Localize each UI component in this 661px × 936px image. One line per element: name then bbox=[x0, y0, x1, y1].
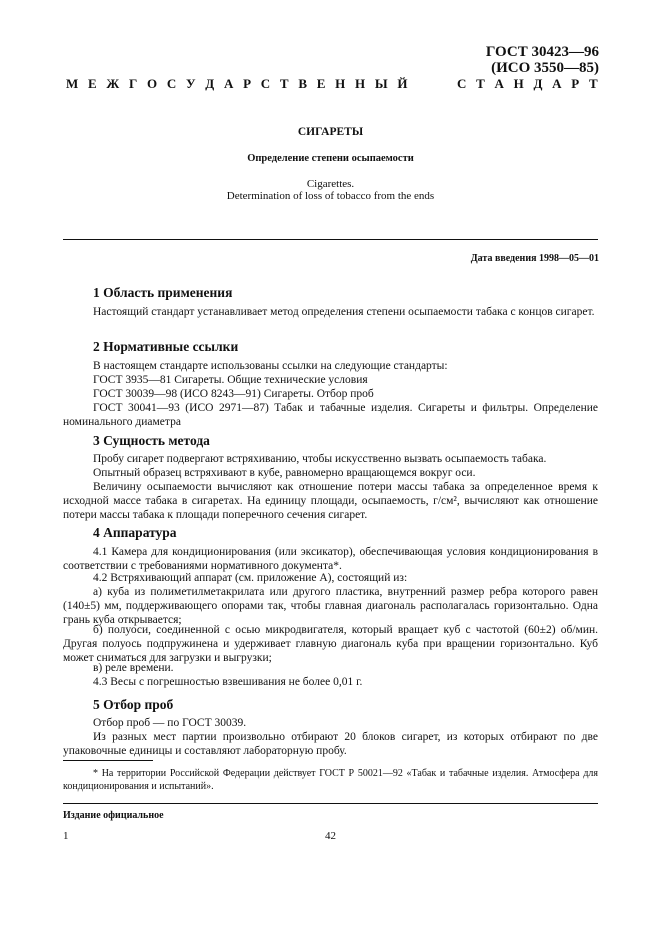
banner-letter: Т bbox=[588, 76, 598, 91]
section-3-text-2: Опытный образец встряхивают в кубе, равномерно вращающемся вокруг оси. bbox=[93, 467, 476, 479]
banner-letter: В bbox=[298, 76, 307, 91]
left-number: 1 bbox=[63, 830, 69, 842]
section-5-heading: 5 Отбор проб bbox=[93, 697, 174, 712]
banner-letter: Ы bbox=[374, 76, 388, 91]
footnote-divider bbox=[63, 760, 153, 761]
interstate-standard-banner bbox=[66, 76, 598, 92]
banner-letter: А bbox=[552, 76, 562, 91]
section-4-item-4-1: 4.1 Камера для кондиционирования (или эксикатор), обеспечивающая условия кондиционирования в соответствии с требованиями нормативного документа*. bbox=[63, 546, 598, 572]
document-title: СИГАРЕТЫ bbox=[297, 126, 364, 138]
section-5-text-1: Отбор проб — по ГОСТ 30039. bbox=[93, 717, 247, 729]
banner-letter: Й bbox=[397, 76, 408, 91]
section-1-heading: 1 Область применения bbox=[93, 285, 233, 300]
section-1-text: Настоящий стандарт устанавливает метод определения степени осыпаемости табака с концов сигарет. bbox=[93, 306, 595, 318]
footnote: * На территории Российской Федерации действует ГОСТ Р 50021—92 «Табак и табачные изделия. Атмосфера для кондиционирования и испытаний». bbox=[63, 768, 598, 792]
english-title-line1: Cigarettes. bbox=[306, 178, 355, 190]
banner-letter: Н bbox=[335, 76, 346, 91]
banner-letter: С bbox=[260, 76, 271, 91]
section-2-ref-2: ГОСТ 30039—98 (ИСО 8243—91) Сигареты. Отбор проб bbox=[93, 388, 374, 400]
banner-letter: Е bbox=[316, 76, 326, 91]
title-divider bbox=[63, 239, 598, 240]
section-2-intro: В настоящем стандарте использованы ссылки на следующие стандарты: bbox=[93, 360, 448, 372]
section-2-ref-3: ГОСТ 30041—93 (ИСО 2971—87) Табак и табачные изделия. Сигареты и фильтры. Определение номинального диаметра bbox=[63, 402, 598, 428]
section-4-item-b: б) полуоси, соединенной с осью микродвигателя, который вращает куб с частотой (60±2) об/мин. Другая полуось подпружинена и удерживает главную диагональ куба при вращении горизонтально. Куб может сниматься для загрузки и выгрузки; bbox=[63, 624, 598, 664]
section-4-heading: 4 Аппаратура bbox=[93, 525, 177, 540]
banner-letter: М bbox=[66, 76, 79, 91]
section-3-text-3: Величину осыпаемости вычисляют как отношение потери массы табака за определенное время к исходной массе табака в сигаретах. На единицу площади, осыпаемость, г/см², вычисляют как отношение потери массы табака к площади поперечного сечения сигарет. bbox=[63, 481, 598, 521]
banner-letter: Д bbox=[205, 76, 215, 91]
banner-letter: Н bbox=[355, 76, 366, 91]
banner-letter: О bbox=[147, 76, 158, 91]
banner-letter: Д bbox=[533, 76, 543, 91]
section-4-item-a: а) куба из полиметилметакрилата или другого пластика, внутренний размер ребра которого равен (140±5) мм, поддерживающего опорами так, чтобы главная диагональ располагалась горизонтально. Одна грань куба открывается; bbox=[63, 586, 598, 626]
banner-letter: Е bbox=[88, 76, 97, 91]
gost-number: ГОСТ 30423—96 bbox=[485, 44, 599, 60]
banner-letter: А bbox=[223, 76, 234, 91]
section-2-heading: 2 Нормативные ссылки bbox=[93, 339, 239, 354]
banner-letter: Г bbox=[129, 76, 138, 91]
intro-date: Дата введения 1998—05—01 bbox=[470, 253, 599, 264]
banner-letter: А bbox=[494, 76, 504, 91]
section-4-item-4-3: 4.3 Весы с погрешностью взвешивания не более 0,01 г. bbox=[93, 676, 363, 688]
edition-label: Издание официальное bbox=[63, 810, 164, 821]
banner-letter: У bbox=[186, 76, 196, 91]
iso-number: (ИСО 3550—85) bbox=[491, 60, 599, 76]
banner-gap bbox=[417, 76, 447, 92]
section-2-ref-1: ГОСТ 3935—81 Сигареты. Общие технические условия bbox=[93, 374, 368, 386]
english-title bbox=[0, 178, 661, 202]
banner-letter: С bbox=[456, 76, 467, 91]
section-3-heading: 3 Сущность метода bbox=[93, 433, 210, 448]
section-3-text-1: Пробу сигарет подвергают встряхиванию, чтобы искусственно вызвать осыпаемость табака. bbox=[93, 453, 547, 465]
banner-letter: Т bbox=[279, 76, 289, 91]
section-5-text-2: Из разных мест партии произвольно отбирают 20 блоков сигарет, из которых отбирают по две упаковочные единицы и составляют лабораторную пробу. bbox=[63, 731, 598, 757]
section-4-item-v: в) реле времени. bbox=[93, 662, 174, 674]
banner-letter: Ж bbox=[106, 76, 120, 91]
english-title-line2: Determination of loss of tobacco from the ends bbox=[226, 190, 435, 202]
banner-letter: С bbox=[166, 76, 177, 91]
banner-letter: Н bbox=[513, 76, 524, 91]
section-4-item-4-2: 4.2 Встряхивающий аппарат (см. приложение А), состоящий из: bbox=[93, 572, 408, 584]
banner-letter: Р bbox=[571, 76, 580, 91]
footer-divider bbox=[63, 803, 598, 804]
page-number: 42 bbox=[325, 830, 336, 842]
document-subtitle: Определение степени осыпаемости bbox=[247, 153, 414, 164]
banner-letter: Р bbox=[243, 76, 252, 91]
banner-letter: Т bbox=[476, 76, 485, 91]
